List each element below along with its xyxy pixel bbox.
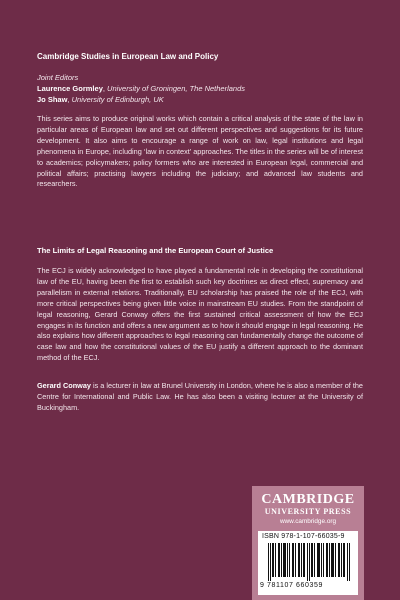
barcode-card	[258, 531, 358, 595]
editor-line: Laurence Gormley, University of Groningen, The Netherlands	[37, 84, 246, 93]
editor-line: Jo Shaw, University of Edinburgh, UK	[37, 95, 164, 104]
editor-affiliation: University of Groningen, The Netherlands	[107, 84, 246, 93]
author-name: Gerard Conway	[37, 381, 91, 390]
publisher-name: CAMBRIDGE	[261, 492, 355, 507]
isbn-text: ISBN 978-1-107-66035-9	[262, 533, 345, 540]
series-title: Cambridge Studies in European Law and Policy	[37, 52, 219, 61]
barcode-number: 9 781107 660359	[260, 582, 323, 589]
author-bio	[37, 381, 363, 414]
editor-affiliation: University of Edinburgh, UK	[71, 95, 164, 104]
joint-editors	[37, 72, 245, 105]
publisher-press: UNIVERSITY PRESS	[264, 507, 352, 516]
editor-name: Jo Shaw	[37, 95, 68, 104]
publisher-block	[252, 486, 364, 600]
series-description: This series aims to produce original works which contain a critical analysis of the state of the law in particular areas of European law and set out different perspectives and suggestions for its future development. It also aims to encourage a range of work on law, legal institutions and legal phenomena in Europe, including ‘law in context’ approaches. The titles in the series will be of interest to academics; policymakers; policy formers who are interested in European legal, commercial and political affairs; practising lawyers including the judiciary; and advanced law students and researchers.	[37, 114, 363, 189]
author-bio-text: is a lecturer in law at Brunel University in London, where he is also a member of the Centre for International and Public Law. He has also been a visiting lecturer at the University of Buckingham.	[37, 381, 363, 412]
publisher-url: www.cambridge.org	[279, 518, 337, 525]
book-description: The ECJ is widely acknowledged to have played a fundamental role in developing the constitutional law of the EU, having been the first to establish such key doctrines as direct effect, supremacy and parallelism in external relations. Traditionally, EU scholarship has praised the role of the ECJ, with more critical perspectives being given little voice in mainstream EU studies. From the standpoint of legal reasoning, Gerard Conway offers the first sustained critical assessment of how the ECJ engages in its function and offers a new argument as to how it should engage in legal reasoning. He also explains how different approaches to legal reasoning can fundamentally change the outcome of case law and how the constitutional values of the EU justify a different approach to the dominant method of the ECJ.	[37, 266, 363, 363]
barcode-icon	[268, 543, 352, 581]
editor-name: Laurence Gormley	[37, 84, 103, 93]
editors-label: Joint Editors	[37, 73, 79, 82]
book-title: The Limits of Legal Reasoning and the European Court of Justice	[37, 246, 274, 255]
